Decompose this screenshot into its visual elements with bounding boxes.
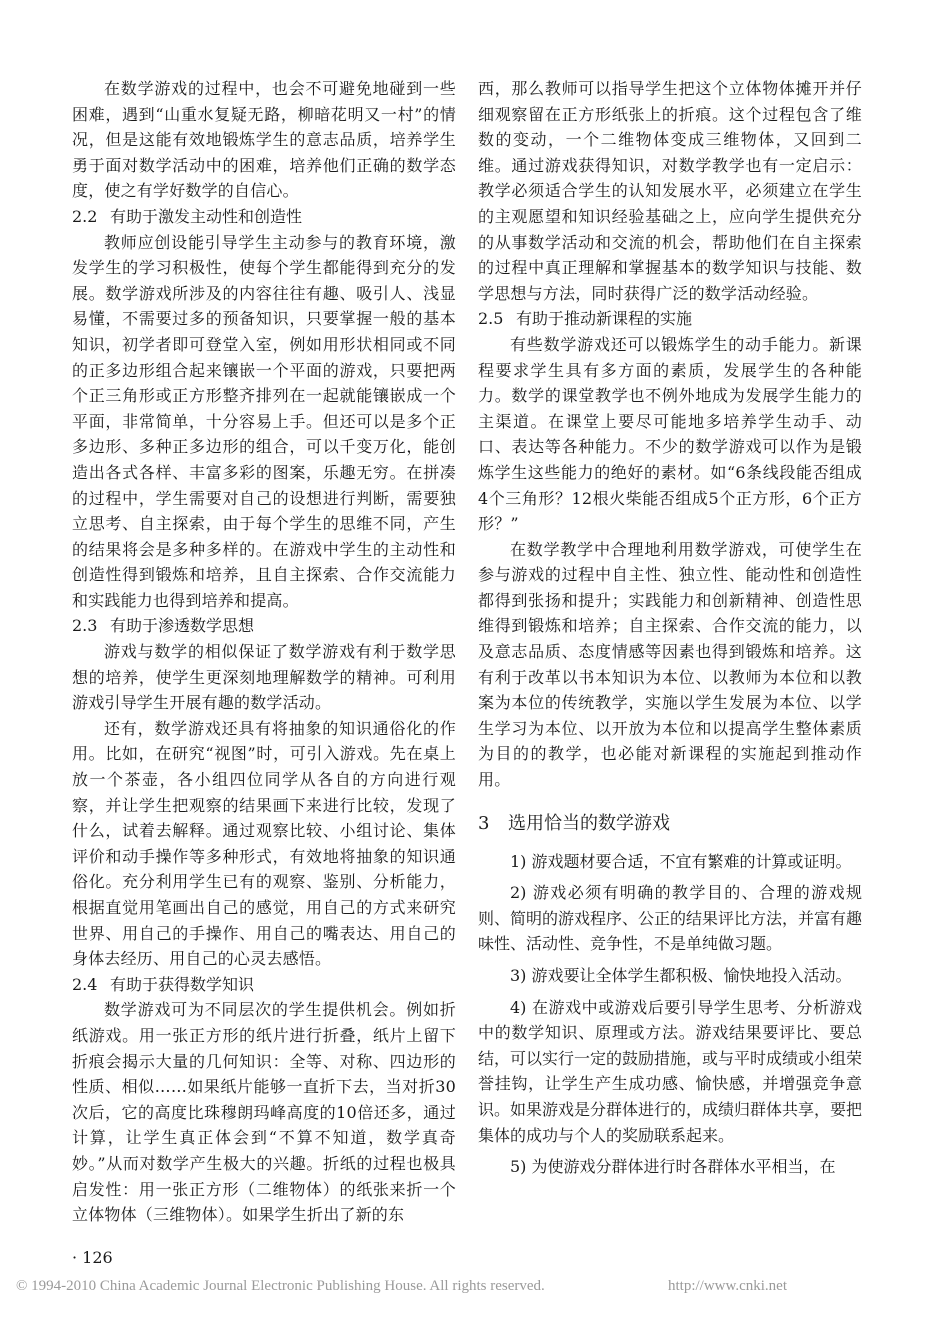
section-number: 3 <box>478 812 490 834</box>
section-title: 有助于激发主动性和创造性 <box>110 206 303 226</box>
list-item: 4) 在游戏中或游戏后要引导学生思考、分析游戏中的数学知识、原理或方法。游戏结果要评比、要总结，可以实行一定的鼓励措施，或与平时成绩或小组荣誉挂钩，让学生产生成功感、愉快感，并增强竞争意识。如果游戏是分群体进行的，成绩归群体共享，要把集体的成功与个人的奖励联系起来。 <box>478 997 863 1145</box>
section-heading-3 <box>478 811 862 837</box>
section-title: 有助于渗透数学思想 <box>110 616 255 636</box>
page-number: · 126 <box>72 1248 113 1267</box>
footer-url: http://www.cnki.net <box>668 1278 788 1294</box>
paragraph: 有些数学游戏还可以锻炼学生的动手能力。新课程要求学生具有多方面的素质，发展学生的各种能力。数学的课堂教学也不例外地成为发展学生能力的主渠道。在课堂上要尽可能地多培养学生动手、动口、表达等各种能力。不少的数学游戏可以作为是锻炼学生这些能力的绝好的素材。如“6条线段能否组成4个三角形？12根火柴能否组成5个正方形，6个正方形？” <box>478 334 862 534</box>
list-item: 1) 游戏题材要合适，不宜有繁难的计算或证明。 <box>510 851 852 871</box>
list-item: 3) 游戏要让全体学生都积极、愉快地投入活动。 <box>510 966 852 985</box>
paragraph: 游戏与数学的相似保证了数学游戏有利于数学思想的培养，使学生更深刻地理解数学的精神。可利用游戏引导学生开展有趣的数学活动。 <box>72 642 456 713</box>
section-heading-2-4 <box>72 972 456 998</box>
section-number: 2.3 <box>72 616 98 636</box>
paragraph: 在数学教学中合理地利用数学游戏，可使学生在参与游戏的过程中自主性、独立性、能动性和创造性都得到张扬和提升；实践能力和创新精神、创造性思维得到锻炼和培养；自主探索、合作交流的能力，以及意志品质、态度情感等因素也得到锻炼和培养。这有利于改革以书本知识为本位、以教师为本位和以教案为本位的传统教学，实施以学生发展为本位、以学生学习为本位、以开放为本位和以提高学生整体素质为目的的教学，也必能对新课程的实施起到推动作用。 <box>478 539 862 790</box>
right-column <box>478 76 862 1186</box>
section-heading-2-5 <box>478 306 862 332</box>
section-title: 选用恰当的数学游戏 <box>508 812 670 834</box>
paragraph-continued: 西，那么教师可以指导学生把这个立体物体摊开并仔细观察留在正方形纸张上的折痕。这个过程包含了维数的变动，一个二维物体变成三维物体，又回到二维。通过游戏获得知识，对数学教学也有一定启示：教学必须适合学生的认知发展水平，必须建立在学生的主观愿望和知识经验基础之上，应向学生提供充分的从事数学活动和交流的机会，帮助他们在自主探索的过程中真正理解和掌握基本的数学知识与技能、数学思想与方法，同时获得广泛的数学活动经验。 <box>478 79 862 303</box>
paragraph: 数学游戏可为不同层次的学生提供机会。例如折纸游戏。用一张正方形的纸片进行折叠，纸片上留下折痕会揭示大量的几何知识：全等、对称、四边形的性质、相似……如果纸片能够一直折下去，当对折30次后，它的高度比珠穆朗玛峰高度的10倍还多，通过计算，让学生真正体会到“不算不知道，数学真奇妙。”从而对数学产生极大的兴趣。折纸的过程也极具启发性：用一张正方形（二维物体）的纸张来折一个立体物体（三维物体）。如果学生折出了新的东 <box>72 1000 456 1225</box>
section-heading-2-3 <box>72 613 456 639</box>
section-heading-2-2 <box>72 204 456 230</box>
paragraph: 还有，数学游戏还具有将抽象的知识通俗化的作用。比如，在研究“视图”时，可引入游戏。先在桌上放一个茶壶，各小组四位同学从各自的方向进行观察，并让学生把观察的结果画下来进行比较，发现了什么，试着去解释。通过观察比较、小组讨论、集体评价和动手操作等多种形式，有效地将抽象的知识通俗化。充分利用学生已有的观察、鉴别、分析能力，根据直觉用笔画出自己的感觉，用自己的方式来研究世界、用自己的手操作、用自己的嘴表达、用自己的身体去经历、用自己的心灵去感悟。 <box>72 718 456 969</box>
list-item: 2) 游戏必须有明确的教学目的、合理的游戏规则、简明的游戏程序、公正的结果评比方法，并富有趣味性、活动性、竞争性，不是单纯做习题。 <box>478 883 863 954</box>
section-number: 2.5 <box>478 309 504 329</box>
section-title: 有助于获得数学知识 <box>110 974 255 994</box>
paragraph: 在数学游戏的过程中，也会不可避免地碰到一些困难，遇到“山重水复疑无路，柳暗花明又一村”的情况，但是这能有效地锻炼学生的意志品质，培养学生勇于面对数学活动中的困难，培养他们正确的数学态度，使之有学好数学的自信心。 <box>72 79 456 201</box>
paragraph: 教师应创设能引导学生主动参与的教育环境，激发学生的学习积极性，使每个学生都能得到充分的发展。数学游戏所涉及的内容往往有趣、吸引人、浅显易懂，不需要过多的预备知识，只要掌握一般的基本知识，初学者即可登堂入室，例如用形状相同或不同的正多边形组合起来镶嵌一个平面的游戏，只要把两个正三角形或正方形整齐排列在一起就能镶嵌成一个平面，非常简单，十分容易上手。但还可以是多个正多边形、多种正多边形的组合，可以千变万化，能创造出各式各样、丰富多彩的图案，乐趣无穷。在拼凑的过程中，学生需要对自己的设想进行判断，需要独立思考、自主探索，由于每个学生的思维不同，产生的结果将会是多种多样的。在游戏中学生的主动性和创造性得到锻炼和培养，且自主探索、合作交流能力和实践能力也得到培养和提高。 <box>72 232 456 610</box>
section-number: 2.2 <box>72 206 98 226</box>
list-item: 5) 为使游戏分群体进行时各群体水平相当，在 <box>510 1157 836 1177</box>
copyright-notice: © 1994-2010 China Academic Journal Electronic Publishing House. All rights reserved. <box>16 1278 545 1294</box>
section-title: 有助于推动新课程的实施 <box>516 309 693 329</box>
section-number: 2.4 <box>72 974 98 994</box>
left-column <box>72 76 456 1228</box>
